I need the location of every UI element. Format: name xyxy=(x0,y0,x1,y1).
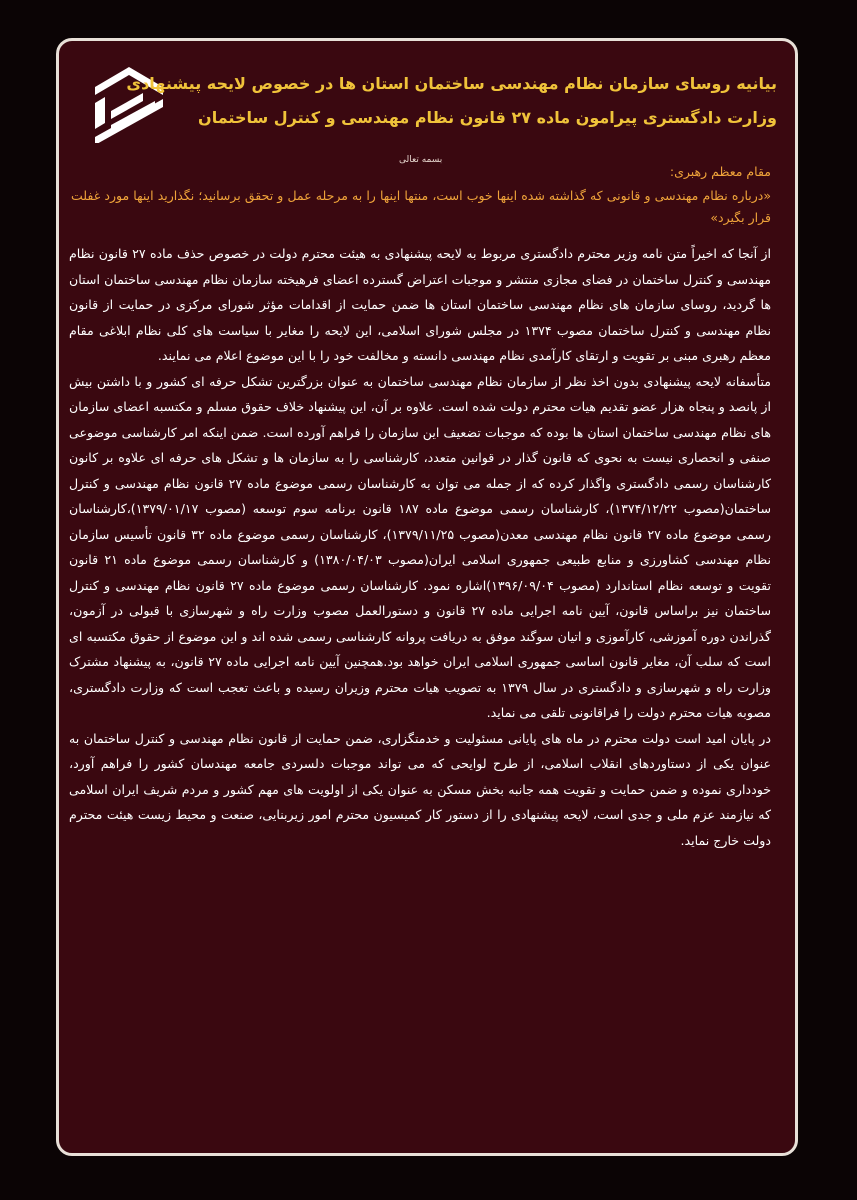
body-paragraph-2: متأسفانه لایحه پیشنهادی بدون اخذ نظر از سازمان نظام مهندسی ساختمان به عنوان بزرگترین تشکل حرفه ای کشور و با داشتن بیش از پانصد و پنجاه هزار عضو تقدیم هیات محترم دولت شده است. علاوه بر آن، این پیشنهاد خلاف حقوق مسلم و مکتسبه اعضای سازمان های نظام مهندسی ساختمان استان ها بوده که موجبات تضعیف این سازمان را فراهم آورده است. ضمن اینکه امر کارشناسی موضوعی صنفی و انحصاری نیست به نحوی که قانون گذار در قوانین متعدد، کارشناسی را به سازمان ها و تشکل های حرفه ای علاوه بر کانون کارشناسان رسمی دادگستری واگذار کرده که از جمله می توان به کارشناسان رسمی موضوع ماده ۲۷ قانون نظام مهندسی و کنترل ساختمان(مصوب ۱۳۷۴/۱۲/۲۲)، کارشناسان رسمی موضوع ماده ۱۸۷ قانون برنامه سوم توسعه (مصوب ۱۳۷۹/۰۱/۱۷)،کارشناسان رسمی موضوع ماده ۲۷ قانون نظام مهندسی معدن(مصوب ۱۳۷۹/۱۱/۲۵)، کارشناسان رسمی موضوع ماده ۳۲ قانون تأسیس سازمان نظام مهندسی کشاورزی و منابع طبیعی جمهوری اسلامی ایران(مصوب ۱۳۸۰/۰۴/۰۳) و کارشناسان رسمی موضوع ماده ۲۱ قانون تقویت و توسعه نظام استاندارد (مصوب ۱۳۹۶/۰۹/۰۴)اشاره نمود. کارشناسان رسمی موضوع ماده ۲۷ قانون نظام مهندسی و کنترل ساختمان نیز براساس قانون، آیین نامه اجرایی ماده ۲۷ قانون و دستورالعمل مصوب وزارت راه و شهرسازی با قبولی در آزمون، گذراندن دوره آموزشی، کارآموزی و اتیان سوگند موفق به دریافت پروانه کارشناسی رسمی شده اند و این موضوع از حقوق مکتسبه ای است که سلب آن، مغایر قانون اساسی جمهوری اسلامی ایران خواهد بود.همچنین آیین نامه اجرایی ماده ۲۷ قانون، به پیشنهاد مشترک وزارت راه و شهرسازی و دادگستری در سال ۱۳۷۹ به تصویب هیات محترم وزیران رسیده و باعث تعجب است که وزارت دادگستری، مصوبه هیات محترم دولت را فراقانونی تلقی می نماید. xyxy=(69,373,772,720)
leader-quote: «درباره نظام مهندسی و قانونی که گذاشته شده اینها خوب است، منتها اینها را به مرحله عمل و تحقق برسانید؛ نگذارید اینها مورد غفلت قرار بگیرد» xyxy=(71,188,771,225)
statement-title xyxy=(126,67,777,135)
body-paragraph-1: از آنجا که اخیراً متن نامه وزیر محترم دادگستری مربوط به لایحه پیشنهادی به هیئت محترم دولت در خصوص حذف ماده ۲۷ قانون نظام مهندسی و کنترل ساختمان در فضای مجازی منتشر و موجبات اعتراض گسترده اعضای فرهیخته سازمان نظام مهندسی ساختمان استان ها گردید، روسای سازمان های نظام مهندسی ساختمان استان ها ضمن حمایت از اقدامات مؤثر شورای مرکزی در حمایت از قانون نظام مهندسی و کنترل ساختمان مصوب ۱۳۷۴ در مجلس شورای اسلامی، این لایحه را مغایر با سیاست های کلی نظام ابلاغی مقام معظم رهبری مبنی بر تقویت و ارتقای کارآمدی نظام مهندسی دانسته و مخالفت خود را با این موضوع اعلام می نمایند. xyxy=(69,246,771,363)
body-paragraph-3: در پایان امید است دولت محترم در ماه های پایانی مسئولیت و خدمتگزاری، ضمن حمایت از قانون نظام مهندسی و کنترل ساختمان به عنوان یکی از دستاوردهای انقلاب اسلامی، از طرح لوایحی که می تواند موجبات دلسردی جامعه مهندسان کشور را فراهم آورد، خودداری نموده و ضمن حمایت و تقویت همه جانبه بخش مسکن به عنوان یکی از اولویت های مهم کشور و مردم شریف ایران اسلامی که نیازمند عزم ملی و جدی است، لایحه پیشنهادی را از دستور کار کمیسیون محترم امور زیربنایی، صنعت و محیط زیست هیئت محترم دولت خارج نماید. xyxy=(69,730,771,848)
statement-card xyxy=(56,38,798,1156)
title-line-2: وزارت دادگستری پیرامون ماده ۲۷ قانون نظام مهندسی و کنترل ساختمان xyxy=(198,108,777,127)
title-line-1: بیانیه روسای سازمان نظام مهندسی ساختمان استان ها در خصوص لایحه پیشنهادی xyxy=(126,74,777,93)
quote-attribution: مقام معظم رهبری: xyxy=(669,164,771,179)
bismillah: بسمه تعالی xyxy=(399,155,443,165)
statement-body xyxy=(69,241,771,853)
